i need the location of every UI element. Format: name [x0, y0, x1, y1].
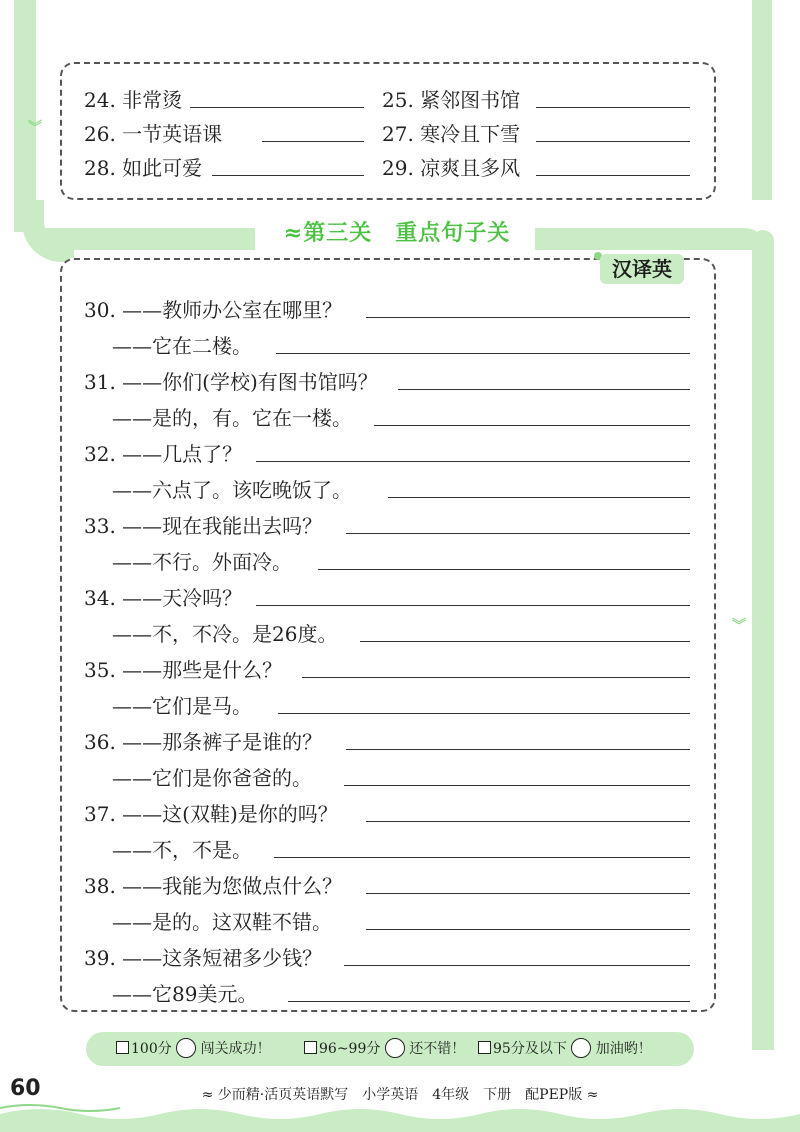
section-tag: 汉译英	[600, 254, 684, 284]
happy-face-icon	[385, 1038, 405, 1058]
answer-line[interactable]	[262, 140, 364, 142]
answer-line[interactable]	[318, 568, 690, 570]
answer-line[interactable]	[536, 106, 690, 108]
question-32: 32. ——几点了？	[84, 442, 243, 466]
chevron-down-icon: ︾	[732, 618, 746, 634]
question-31: 31. ——你们(学校)有图书馆吗？	[84, 370, 378, 394]
cheer-face-icon	[571, 1038, 591, 1058]
answer-line[interactable]	[288, 1000, 690, 1002]
score-96-99: 96~99分 还不错！	[304, 1032, 465, 1066]
answer-line[interactable]	[536, 140, 690, 142]
answer-line[interactable]	[344, 784, 690, 786]
answer-line[interactable]	[190, 106, 364, 108]
vocab-item-26: 26. 一节英语课	[84, 122, 223, 146]
answer-line[interactable]	[256, 604, 690, 606]
answer-line[interactable]	[374, 424, 690, 426]
answer-prompt-33: ——不行。外面冷。	[112, 550, 292, 574]
checkbox-icon[interactable]	[304, 1041, 317, 1054]
answer-line[interactable]	[302, 676, 690, 678]
answer-line[interactable]	[366, 316, 690, 318]
answer-line[interactable]	[274, 856, 690, 858]
answer-line[interactable]	[366, 892, 690, 894]
answer-line[interactable]	[360, 640, 690, 642]
vocab-item-28: 28. 如此可爱	[84, 156, 203, 180]
answer-prompt-30: ——它在二楼。	[112, 334, 252, 358]
frame-decoration-right-lower	[752, 230, 774, 1050]
checkbox-icon[interactable]	[116, 1041, 129, 1054]
question-39: 39. ——这条短裙多少钱？	[84, 946, 323, 970]
answer-line[interactable]	[344, 964, 690, 966]
answer-prompt-32: ——六点了。该吃晚饭了。	[112, 478, 352, 502]
answer-line[interactable]	[398, 388, 690, 390]
answer-line[interactable]	[346, 748, 690, 750]
answer-prompt-36: ——它们是你爸爸的。	[112, 766, 312, 790]
question-35: 35. ——那些是什么？	[84, 658, 283, 682]
answer-line[interactable]	[276, 352, 690, 354]
checkbox-icon[interactable]	[478, 1041, 491, 1054]
vocab-item-25: 25. 紧邻图书馆	[382, 88, 521, 112]
score-95-below: 95分及以下 加油哟！	[478, 1032, 652, 1066]
footer-wave-decoration	[0, 1100, 800, 1132]
question-34: 34. ——天冷吗？	[84, 586, 243, 610]
frame-decoration-bar-left	[40, 228, 255, 250]
answer-line[interactable]	[366, 928, 690, 930]
score-100: 100分 闯关成功！	[116, 1032, 271, 1066]
answer-line[interactable]	[388, 496, 690, 498]
vocab-item-29: 29. 凉爽且多风	[382, 156, 521, 180]
answer-prompt-37: ——不，不是。	[112, 838, 252, 862]
frame-decoration-left	[14, 0, 36, 232]
question-36: 36. ——那条裤子是谁的？	[84, 730, 323, 754]
chevron-down-icon: ︾	[28, 120, 42, 136]
frame-decoration-right	[752, 0, 772, 200]
answer-line[interactable]	[346, 532, 690, 534]
vocab-item-24: 24. 非常烫	[84, 88, 183, 112]
question-38: 38. ——我能为您做点什么？	[84, 874, 343, 898]
smile-face-icon	[176, 1038, 196, 1058]
answer-line[interactable]	[212, 174, 364, 176]
frame-decoration-bar-right	[535, 228, 765, 250]
section-title: ≈第三关 重点句子关	[262, 218, 532, 250]
question-33: 33. ——现在我能出去吗？	[84, 514, 323, 538]
question-37: 37. ——这(双鞋)是你的吗？	[84, 802, 338, 826]
question-30: 30. ——教师办公室在哪里？	[84, 298, 343, 322]
answer-line[interactable]	[278, 712, 690, 714]
score-bar	[86, 1032, 694, 1066]
answer-line[interactable]	[536, 174, 690, 176]
answer-line[interactable]	[366, 820, 690, 822]
answer-prompt-38: ——是的。这双鞋不错。	[112, 910, 332, 934]
answer-prompt-34: ——不，不冷。是26度。	[112, 622, 338, 646]
answer-line[interactable]	[256, 460, 690, 462]
answer-prompt-35: ——它们是马。	[112, 694, 252, 718]
answer-prompt-31: ——是的，有。它在一楼。	[112, 406, 352, 430]
answer-prompt-39: ——它89美元。	[112, 982, 258, 1006]
page-number: 60	[10, 1076, 41, 1101]
vocab-item-27: 27. 寒冷且下雪	[382, 122, 521, 146]
footer-title: ≈ 少而精·活页英语默写 小学英语 4年级 下册 配PEP版 ≈	[201, 1087, 599, 1103]
